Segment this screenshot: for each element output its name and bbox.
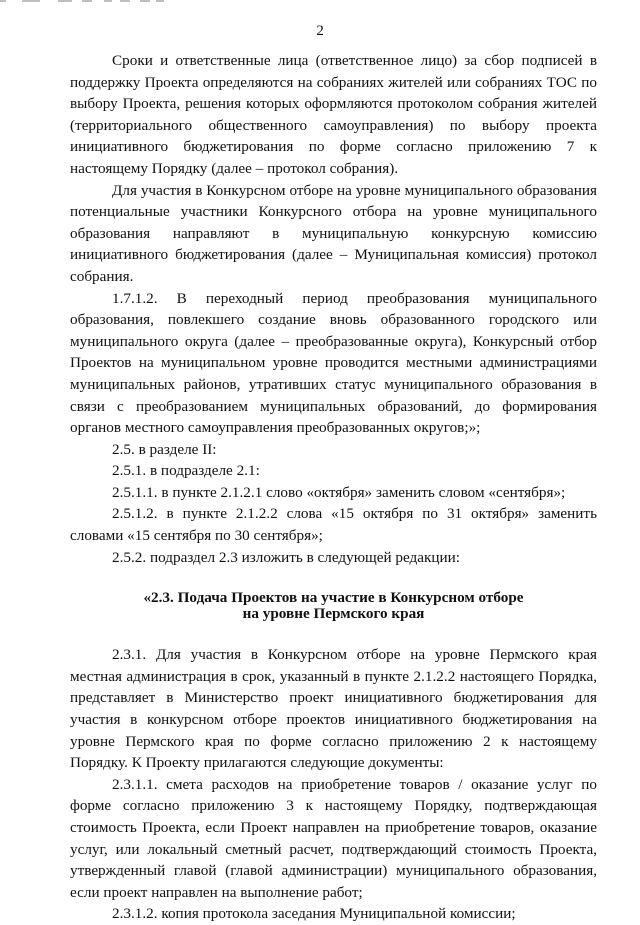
scan-artifact xyxy=(0,0,640,4)
paragraph: Для участия в Конкурсном отборе на уровне муниципального образования потенциальные участники Конкурсного отбора на уровне муниципального образования направляют в муниципальную конкурсную комиссию инициативного бюджетирования (далее – Муниципальная комиссия) протокол собрания. xyxy=(70,181,597,285)
section-heading-line: «2.3. Подача Проектов на участие в Конкурсном отборе xyxy=(143,589,524,607)
paragraph: 2.3.1. Для участия в Конкурсном отборе на уровне Пермского края местная администрация в срок, указанный в пункте 2.1.2.2 настоящего Порядка, представляет в Министерство проект инициативного бюджетирования для участия в конкурсном отборе проектов инициативного бюджетирования на уровне Пермского края по форме согласно приложению 2 к настоящему Порядку. К Проекту прилагаются следующие документы: xyxy=(70,646,597,772)
paragraph: 2.5.1.2. в пункте 2.1.2.2 слова «15 октября по 31 октября» заменить словами «15 сентября по 30 сентября»; xyxy=(70,505,597,545)
document-body xyxy=(70,50,597,925)
paragraph: Сроки и ответственные лица (ответственное лицо) за сбор подписей в поддержку Проекта определяются на собраниях жителей или собраниях ТОС по выбору Проекта, решения которых оформляются протоколом собрания жителей (территориального общественного самоуправления) по выбору проекта инициативного бюджетирования по форме согласно приложению 7 к настоящему Порядку (далее – протокол собрания). xyxy=(70,52,597,177)
page-number: 2 xyxy=(316,22,324,39)
paragraph: 1.7.1.2. В переходный период преобразования муниципального образования, повлекшего создание вновь образованного городского или муниципального округа (далее – преобразованные округа), Конкурсный отбор Проектов на муниципальном уровне проводится местными администрациями муниципальных районов, утративших статус муниципального образования в связи с преобразованием муниципальных образований, до формирования органов местного самоуправления преобразованных округов;»; xyxy=(70,289,597,437)
paragraph: 2.5.1. в подразделе 2.1: xyxy=(112,462,260,480)
paragraph: 2.5.2. подраздел 2.3 изложить в следующей редакции: xyxy=(112,548,461,566)
section-heading xyxy=(70,590,597,622)
paragraph: 2.5. в разделе II: xyxy=(112,440,217,458)
paragraph: 2.5.1.1. в пункте 2.1.2.1 слово «октября» заменить словом «сентября»; xyxy=(112,483,566,501)
paragraph: 2.3.1.1. смета расходов на приобретение товаров / оказание услуг по форме согласно приложению 3 к настоящему Порядку, подтверждающая стоимость Проекта, если Проект направлен на приобретение товаров, оказание услуг, или локальный сметный расчет, подтверждающий стоимость Проекта, утвержденный главой (главой администрации) муниципального образования, если проект направлен на выполнение работ; xyxy=(70,775,597,901)
paragraph: 2.3.1.2. копия протокола заседания Муниципальной комиссии; xyxy=(112,905,516,923)
section-heading-line: на уровне Пермского края xyxy=(242,605,425,623)
